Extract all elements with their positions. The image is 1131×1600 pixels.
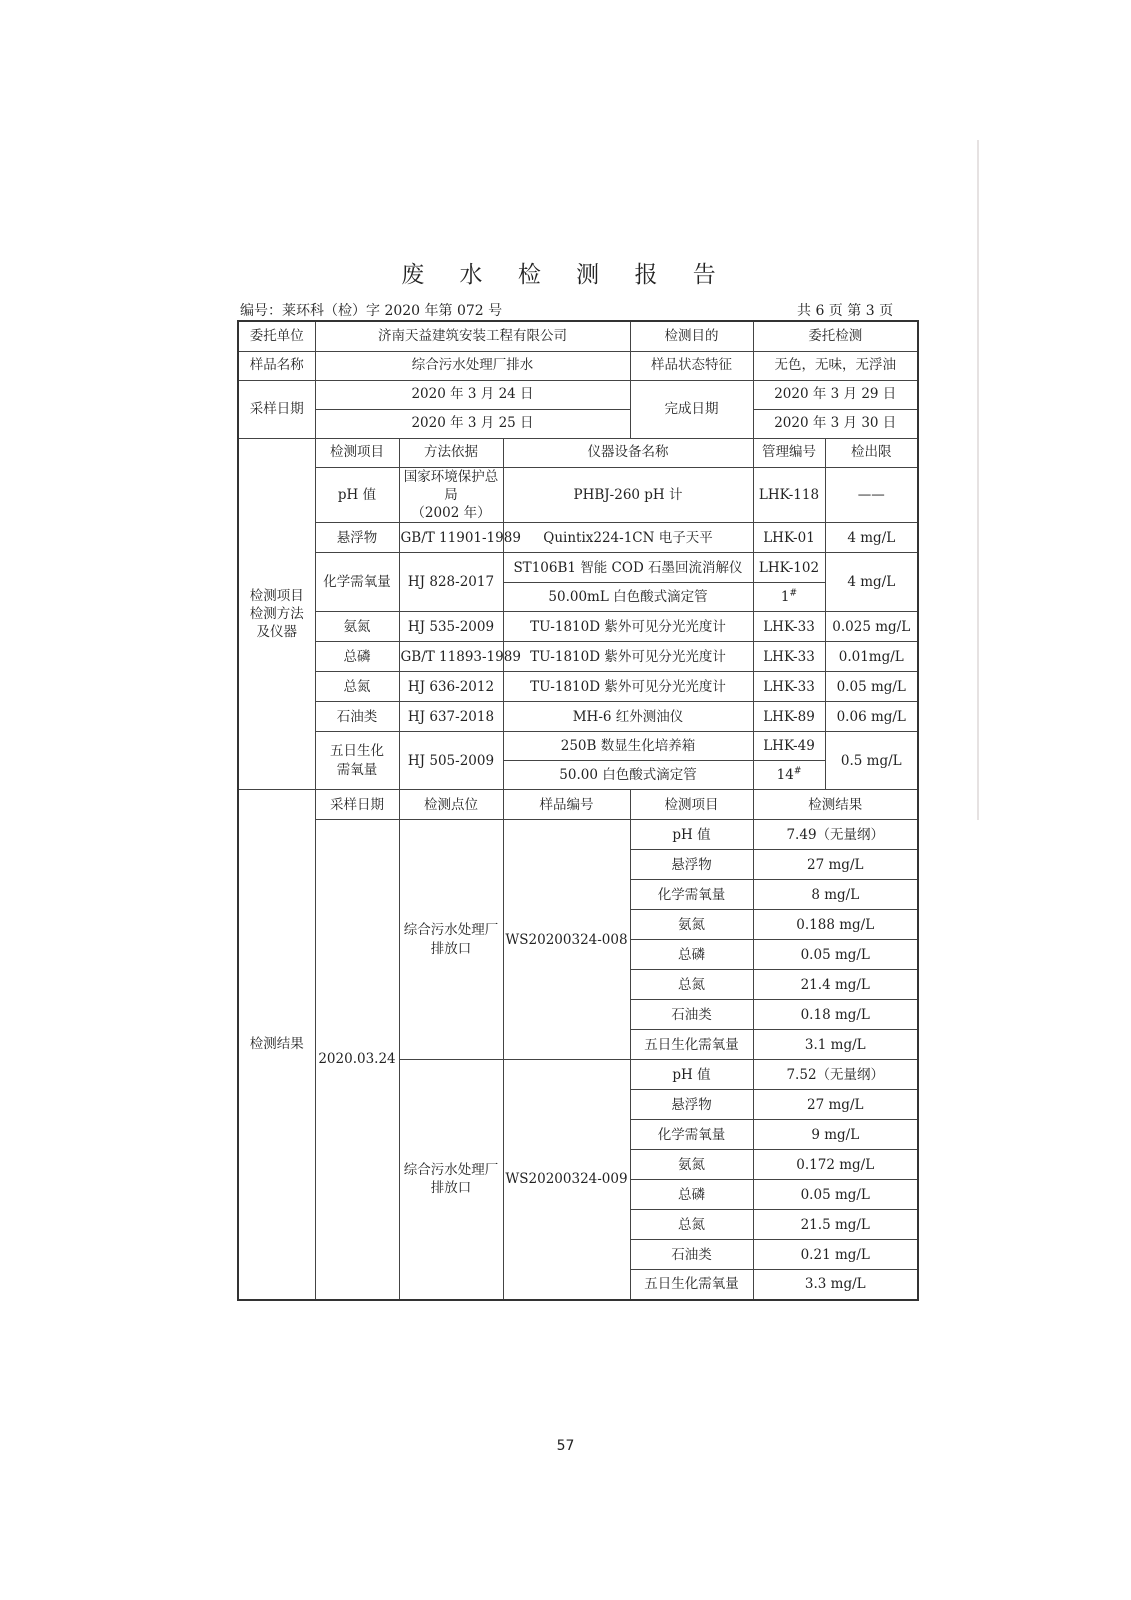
method-limit: 4 mg/L <box>825 553 918 612</box>
result-value: 8 mg/L <box>753 880 918 910</box>
result-item: 氨氮 <box>630 910 753 940</box>
method-instrument: TU-1810D 紫外可见分光光度计 <box>503 612 753 642</box>
result-value: 21.5 mg/L <box>753 1210 918 1240</box>
method-instrument: TU-1810D 紫外可见分光光度计 <box>503 672 753 702</box>
method-row-oil <box>238 702 918 732</box>
method-row-ss <box>238 523 918 553</box>
method-row-cod-1 <box>238 553 918 583</box>
method-item-line-2: 需氧量 <box>336 761 378 778</box>
purpose-label: 检测目的 <box>630 321 753 351</box>
methods-header-id: 管理编号 <box>753 438 825 467</box>
results-point <box>399 820 503 1060</box>
results-header-sample-no: 样品编号 <box>503 790 630 820</box>
page-number: 57 <box>556 1438 575 1454</box>
report-number: 编号：莱环科（检）字 2020 年第 072 号 <box>240 303 503 319</box>
result-item: 石油类 <box>630 1000 753 1030</box>
result-item: 悬浮物 <box>630 1090 753 1120</box>
methods-section-label-3: 及仪器 <box>256 623 297 640</box>
result-item: 化学需氧量 <box>630 880 753 910</box>
result-item: 悬浮物 <box>630 850 753 880</box>
method-basis: GB/T 11893-1989 <box>399 642 503 672</box>
result-item: 五日生化需氧量 <box>630 1030 753 1060</box>
finish-date-label: 完成日期 <box>630 380 753 438</box>
info-row-date-1 <box>238 380 918 409</box>
method-row-tp <box>238 642 918 672</box>
result-value: 7.49（无量纲） <box>753 820 918 850</box>
method-limit: —— <box>825 467 918 523</box>
result-value: 27 mg/L <box>753 1090 918 1120</box>
methods-header-limit: 检出限 <box>825 438 918 467</box>
method-basis <box>399 467 503 523</box>
method-limit: 0.025 mg/L <box>825 612 918 642</box>
results-sampling-date: 2020.03.24 <box>315 820 399 1300</box>
method-item <box>315 732 399 790</box>
method-limit: 0.06 mg/L <box>825 702 918 732</box>
method-basis-line-2: （2002 年） <box>411 504 491 521</box>
method-basis: HJ 636-2012 <box>399 672 503 702</box>
method-basis: HJ 828-2017 <box>399 553 503 612</box>
results-header-item: 检测项目 <box>630 790 753 820</box>
result-value: 3.1 mg/L <box>753 1030 918 1060</box>
method-instrument: ST106B1 智能 COD 石墨回流消解仪 <box>503 553 753 583</box>
result-item: pH 值 <box>630 1060 753 1090</box>
result-item: 石油类 <box>630 1240 753 1270</box>
client-label: 委托单位 <box>238 321 315 351</box>
method-id: LHK-33 <box>753 642 825 672</box>
result-item: 总磷 <box>630 940 753 970</box>
state-label: 样品状态特征 <box>630 351 753 380</box>
results-sample-no: WS20200324-008 <box>503 820 630 1060</box>
result-value: 0.21 mg/L <box>753 1240 918 1270</box>
methods-section-label <box>238 438 315 790</box>
result-item: 总氮 <box>630 970 753 1000</box>
method-item: 总磷 <box>315 642 399 672</box>
results-point-line-1: 综合污水处理厂 <box>403 1162 499 1179</box>
results-point-line-1: 综合污水处理厂 <box>403 922 499 939</box>
result-value: 0.172 mg/L <box>753 1150 918 1180</box>
results-header-value: 检测结果 <box>753 790 918 820</box>
sample-value: 综合污水处理厂排水 <box>315 351 630 380</box>
method-id: LHK-102 <box>753 553 825 583</box>
results-header-row <box>238 790 918 820</box>
method-row-tn <box>238 672 918 702</box>
method-id <box>753 583 825 612</box>
method-instrument: Quintix224-1CN 电子天平 <box>503 523 753 553</box>
scan-edge-line <box>977 140 979 820</box>
method-basis-line-1: 国家环境保护总局 <box>403 468 499 503</box>
results-header-point: 检测点位 <box>399 790 503 820</box>
result-item: 总氮 <box>630 1210 753 1240</box>
method-item: 悬浮物 <box>315 523 399 553</box>
methods-section-label-2: 检测方法 <box>249 605 304 622</box>
method-id: LHK-49 <box>753 732 825 761</box>
methods-section-label-1: 检测项目 <box>249 587 304 604</box>
method-basis: HJ 637-2018 <box>399 702 503 732</box>
purpose-value: 委托检测 <box>753 321 918 351</box>
state-value: 无色，无味，无浮油 <box>753 351 918 380</box>
result-value: 0.05 mg/L <box>753 940 918 970</box>
method-instrument: 50.00 白色酸式滴定管 <box>503 761 753 790</box>
method-basis: GB/T 11901-1989 <box>399 523 503 553</box>
client-value: 济南天益建筑安装工程有限公司 <box>315 321 630 351</box>
method-id <box>753 761 825 790</box>
sampling-date-2: 2020 年 3 月 25 日 <box>315 409 630 438</box>
methods-header-row <box>238 438 918 467</box>
method-item: 氨氮 <box>315 612 399 642</box>
result-item: 氨氮 <box>630 1150 753 1180</box>
method-id: LHK-33 <box>753 612 825 642</box>
method-item: pH 值 <box>315 467 399 523</box>
result-item: 五日生化需氧量 <box>630 1270 753 1300</box>
result-item: 总磷 <box>630 1180 753 1210</box>
method-id: LHK-118 <box>753 467 825 523</box>
results-point <box>399 1060 503 1300</box>
method-basis: HJ 535-2009 <box>399 612 503 642</box>
result-item: 化学需氧量 <box>630 1120 753 1150</box>
result-item: pH 值 <box>630 820 753 850</box>
method-item: 总氮 <box>315 672 399 702</box>
method-item-line-1: 五日生化 <box>330 743 384 760</box>
method-id-superscript: # <box>793 766 802 777</box>
result-value: 9 mg/L <box>753 1120 918 1150</box>
method-id: LHK-33 <box>753 672 825 702</box>
result-value: 3.3 mg/L <box>753 1270 918 1300</box>
method-row-nh3n <box>238 612 918 642</box>
info-row-sample <box>238 351 918 380</box>
method-instrument: 50.00mL 白色酸式滴定管 <box>503 583 753 612</box>
finish-date-1: 2020 年 3 月 29 日 <box>753 380 918 409</box>
method-id-number: 1 <box>780 589 790 606</box>
result-row <box>238 820 918 850</box>
method-limit: 0.01mg/L <box>825 642 918 672</box>
method-row-bod5-1 <box>238 732 918 761</box>
info-row-date-2 <box>238 409 918 438</box>
results-point-line-2: 排放口 <box>430 1180 472 1197</box>
method-instrument: MH-6 红外测油仪 <box>503 702 753 732</box>
sampling-date-label: 采样日期 <box>238 380 315 438</box>
sample-label: 样品名称 <box>238 351 315 380</box>
method-id-superscript: # <box>789 588 798 599</box>
method-limit: 4 mg/L <box>825 523 918 553</box>
report-table <box>237 320 919 1301</box>
methods-header-item: 检测项目 <box>315 438 399 467</box>
result-value: 27 mg/L <box>753 850 918 880</box>
method-limit: 0.05 mg/L <box>825 672 918 702</box>
finish-date-2: 2020 年 3 月 30 日 <box>753 409 918 438</box>
sampling-date-1: 2020 年 3 月 24 日 <box>315 380 630 409</box>
method-item: 石油类 <box>315 702 399 732</box>
results-point-line-2: 排放口 <box>430 940 472 957</box>
method-item: 化学需氧量 <box>315 553 399 612</box>
method-instrument: PHBJ-260 pH 计 <box>503 467 753 523</box>
report-title: 废 水 检 测 报 告 <box>401 262 730 288</box>
methods-header-basis: 方法依据 <box>399 438 503 467</box>
results-section-label: 检测结果 <box>238 790 315 1300</box>
method-id: LHK-01 <box>753 523 825 553</box>
method-instrument: TU-1810D 紫外可见分光光度计 <box>503 642 753 672</box>
result-value: 0.05 mg/L <box>753 1180 918 1210</box>
results-sample-no: WS20200324-009 <box>503 1060 630 1300</box>
result-value: 7.52（无量纲） <box>753 1060 918 1090</box>
method-limit: 0.5 mg/L <box>825 732 918 790</box>
result-value: 0.188 mg/L <box>753 910 918 940</box>
results-header-date: 采样日期 <box>315 790 399 820</box>
method-basis: HJ 505-2009 <box>399 732 503 790</box>
method-instrument: 250B 数显生化培养箱 <box>503 732 753 761</box>
result-value: 0.18 mg/L <box>753 1000 918 1030</box>
method-id: LHK-89 <box>753 702 825 732</box>
methods-header-instrument: 仪器设备名称 <box>503 438 753 467</box>
page-info: 共 6 页 第 3 页 <box>797 303 894 319</box>
method-id-number: 14 <box>776 767 794 784</box>
result-value: 21.4 mg/L <box>753 970 918 1000</box>
info-row-client <box>238 321 918 351</box>
method-row-ph <box>238 467 918 523</box>
